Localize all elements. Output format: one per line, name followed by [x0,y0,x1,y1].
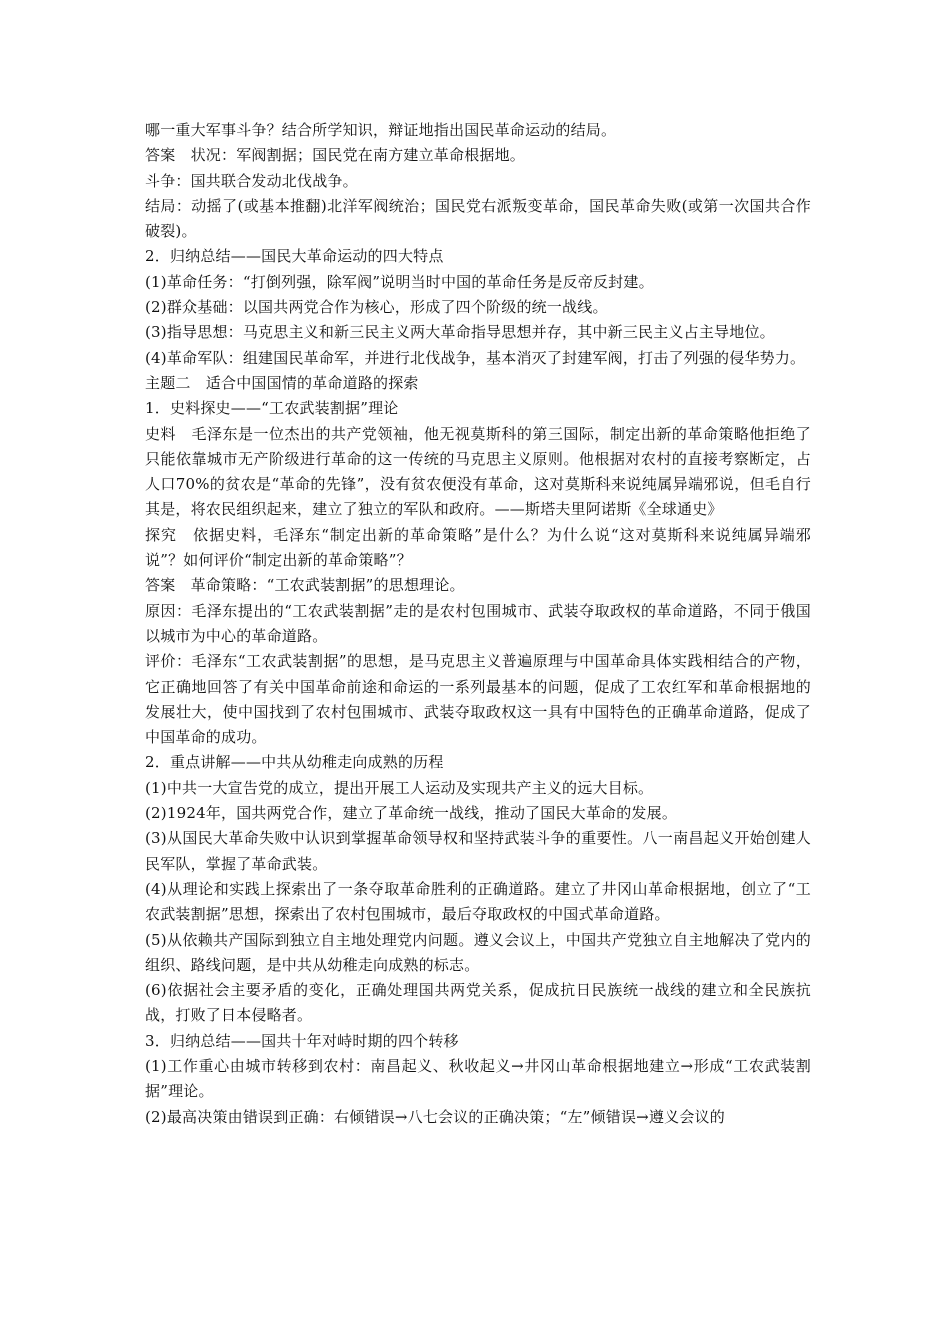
section-heading: 3．归纳总结——国共十年对峙时期的四个转移 [145,1031,459,1050]
paragraph: (2)1924年，国共两党合作，建立了革命统一战线，推动了国民大革命的发展。 [145,804,678,823]
paragraph: (4)革命军队：组建国民革命军，并进行北伐战争，基本消灭了封建军阀，打击了列强的侵华势力。 [145,348,806,367]
paragraph: 哪一重大军事斗争？结合所学知识，辩证地指出国民革命运动的结局。 [145,121,617,139]
paragraph: 答案 革命策略：“工农武装割据”的思想理论。 [145,576,465,595]
paragraph: (6)依据社会主要矛盾的变化，正确处理国共两党关系，促成抗日民族统一战线的建立和全民族抗战，打败了日本侵略者。 [145,981,811,1025]
section-heading: 1．史料探史——“工农武装割据”理论 [145,399,399,418]
paragraph: (3)指导思想：马克思主义和新三民主义两大革命指导思想并存，其中新三民主义占主导地位。 [145,323,775,342]
paragraph: 史料 毛泽东是一位杰出的共产党领袖，他无视莫斯科的第三国际，制定出新的革命策略他拒绝了只能依靠城市无产阶级进行革命的这一传统的马克思主义原则。他根据对农村的直接考察断定，占人口70%的贫农是“革命的先锋”，没有贫农便没有革命，这对莫斯科来说纯属异端邪说，但毛自行其是，将农民组织起来，建立了独立的军队和政府。——斯塔夫里阿诺斯《全球通史》 [145,424,811,519]
paragraph: (5)从依赖共产国际到独立自主地处理党内问题。遵义会议上，中国共产党独立自主地解决了党内的组织、路线问题，是中共从幼稚走向成熟的标志。 [145,930,811,974]
paragraph: (1)工作重心由城市转移到农村：南昌起义、秋收起义→井冈山革命根据地建立→形成“工农武装割据”理论。 [145,1056,811,1101]
paragraph: (1)中共一大宣告党的成立，提出开展工人运动及实现共产主义的远大目标。 [145,778,654,797]
paragraph: (3)从国民大革命失败中认识到掌握革命领导权和坚持武装斗争的重要性。八一南昌起义开始创建人民军队，掌握了革命武装。 [145,829,811,873]
paragraph: 探究 依据史料，毛泽东“制定出新的革命策略”是什么？为什么说“这对莫斯科来说纯属异端邪说”？如何评价“制定出新的革命策略”？ [145,525,811,570]
paragraph: (2)群众基础：以国共两党合作为核心，形成了四个阶级的统一战线。 [145,298,608,317]
paragraph: 原因：毛泽东提出的“工农武装割据”走的是农村包围城市、武装夺取政权的革命道路，不同于俄国以城市为中心的革命道路。 [145,601,811,645]
paragraph: 评价：毛泽东“工农武装割据”的思想，是马克思主义普遍原理与中国革命具体实践相结合的产物，它正确地回答了有关中国革命前途和命运的一系列最基本的问题，促成了工农红军和革命根据地的发展壮大，使中国找到了农村包围城市、武装夺取政权这一具有中国特色的正确革命道路，促成了中国革命的成功。 [145,652,811,747]
paragraph: 斗争：国共联合发动北伐战争。 [145,171,358,190]
document-page [145,118,811,1130]
section-heading: 主题二 适合中国国情的革命道路的探索 [145,373,419,392]
paragraph: 答案 状况：军阀割据；国民党在南方建立革命根据地。 [145,146,526,165]
paragraph: 结局：动摇了(或基本推翻)北洋军阀统治；国民党右派叛变革命，国民革命失败(或第一次国共合作破裂)。 [145,196,811,241]
section-heading: 2．重点讲解——中共从幼稚走向成熟的历程 [145,753,444,772]
paragraph: (2)最高决策由错误到正确：右倾错误→八七会议的正确决策；“左”倾错误→遵义会议的 [145,1107,725,1126]
paragraph: (1)革命任务：“打倒列强，除军阀”说明当时中国的革命任务是反帝反封建。 [145,272,654,291]
section-heading: 2．归纳总结——国民大革命运动的四大特点 [145,247,444,266]
paragraph: (4)从理论和实践上探索出了一条夺取革命胜利的正确道路。建立了井冈山革命根据地，创立了“工农武装割据”思想，探索出了农村包围城市，最后夺取政权的中国式革命道路。 [145,879,811,924]
